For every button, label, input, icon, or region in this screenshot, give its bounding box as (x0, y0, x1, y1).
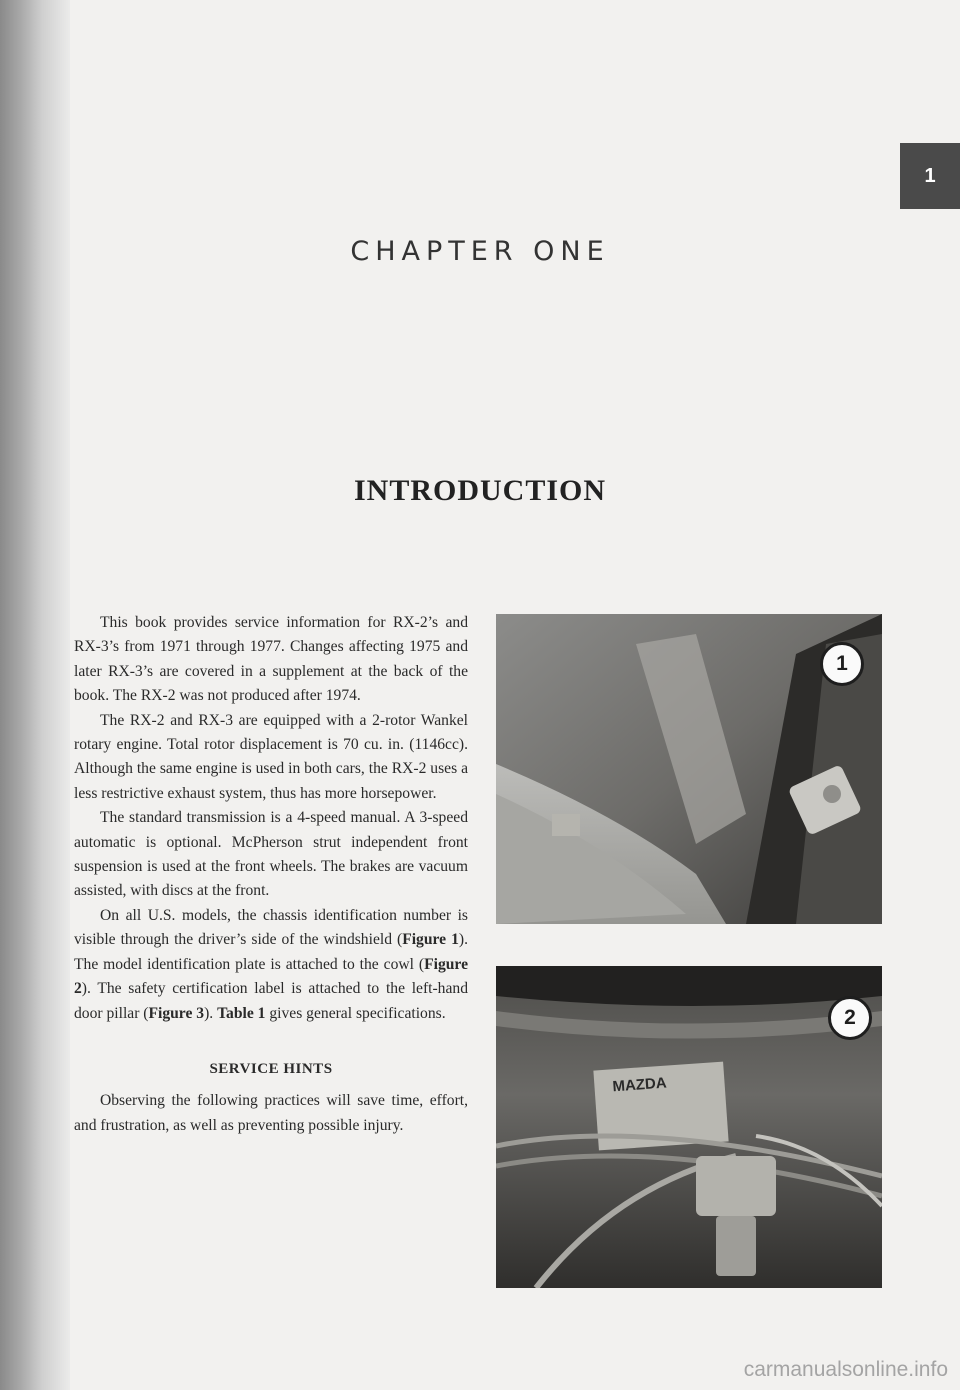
figure-reference: Figure 3 (148, 1004, 205, 1022)
chapter-heading: CHAPTER ONE (350, 236, 610, 267)
paragraph: The RX-2 and RX-3 are equipped with a 2-rotor Wankel rotary engine. Total rotor displacement is 70 cu. in. (1146cc). Although the same engine is used in both cars, the RX-2 uses a less restrictive exhaust system, thus has more horsepower. (74, 711, 468, 802)
section-heading: SERVICE HINTS (209, 1060, 333, 1077)
chapter-tab-number: 1 (924, 164, 936, 187)
watermark: carmanualsonline.info (743, 1358, 948, 1381)
cowl-plate-photo-illustration (496, 966, 882, 1288)
paragraph: The standard transmission is a 4-speed manual. A 3-speed automatic is optional. McPherson strut independent front suspension is used at the front wheels. The brakes are vacuum assisted, with discs at the front. (74, 809, 468, 900)
page-title: INTRODUCTION (353, 474, 607, 507)
plate-label: MAZDA (611, 1074, 668, 1096)
figure-1-number-badge: 1 (820, 642, 864, 686)
figure-2-number-badge: 2 (828, 996, 872, 1040)
chapter-tab (900, 143, 960, 209)
figure-reference: Figure 2 (74, 955, 468, 998)
table-reference: Table 1 (217, 1004, 266, 1022)
paragraph: This book provides service information for RX-2’s and RX-3’s from 1971 through 1977. Changes affecting 1975 and later RX-3’s are covered in a supplement at the back of the book. The RX-2 was not produced after 1974. (74, 614, 468, 705)
figure-1-photo (496, 614, 882, 924)
paragraph: On all U.S. models, the chassis identification number is visible through the driver’s side of the windshield (Figure 1). The model identification plate is attached to the cowl (Figure 2). The safety certification label is attached to the left-hand door pillar (Figure 3). Table 1 gives general specifications. (74, 906, 468, 1022)
body-text-column (74, 611, 468, 1138)
figure-2-photo (496, 966, 882, 1288)
paragraph: Observing the following practices will save time, effort, and frustration, as well as preventing possible injury. (74, 1092, 468, 1134)
book-binding-shadow (0, 0, 70, 1390)
figure-reference: Figure 1 (402, 931, 459, 949)
